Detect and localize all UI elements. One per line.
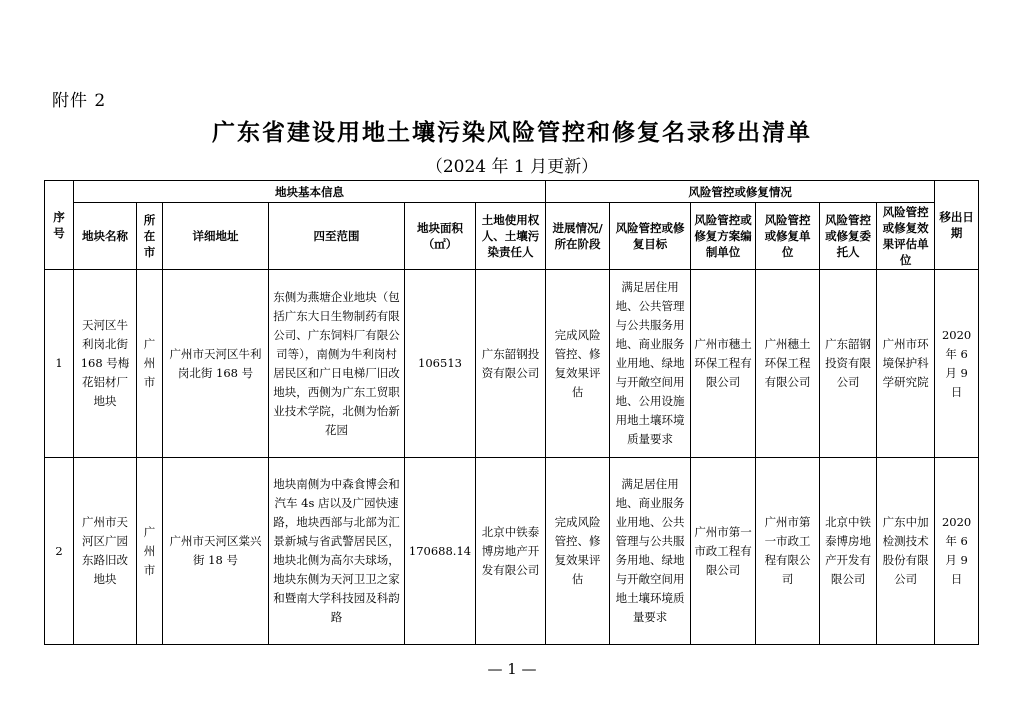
cell-parcel-name: 天河区牛利岗北街 168 号梅花铝材厂地块 — [74, 270, 137, 458]
cell-eval-unit: 广州市环境保护科学研究院 — [877, 270, 935, 458]
cell-area: 106513 — [405, 270, 476, 458]
header-basic-info: 地块基本信息 — [74, 181, 546, 203]
cell-progress: 完成风险管控、修复效果评估 — [546, 458, 610, 645]
header-parcel-name: 地块名称 — [74, 203, 137, 270]
page-title: 广东省建设用地土壤污染风险管控和修复名录移出清单 — [212, 119, 812, 146]
header-city: 所在市 — [137, 203, 163, 270]
header-address: 详细地址 — [163, 203, 269, 270]
header-removal-date: 移出日期 — [935, 181, 979, 270]
cell-seq: 2 — [45, 458, 74, 645]
attachment-label: 附件 2 — [52, 91, 107, 111]
cell-client: 北京中铁泰博房地产开发有限公司 — [820, 458, 877, 645]
cell-date: 2020 年 6 月 9 日 — [935, 270, 979, 458]
cell-date: 2020 年 6 月 9 日 — [935, 458, 979, 645]
header-area: 地块面积（㎡） — [405, 203, 476, 270]
cell-progress: 完成风险管控、修复效果评估 — [546, 270, 610, 458]
header-target: 风险管控或修复目标 — [610, 203, 691, 270]
header-exec-unit: 风险管控或修复单位 — [756, 203, 820, 270]
cell-address: 广州市天河区牛利岗北街 168 号 — [163, 270, 269, 458]
header-plan-unit: 风险管控或修复方案编制单位 — [691, 203, 756, 270]
cell-client: 广东韶钢投资有限公司 — [820, 270, 877, 458]
page-subtitle: （2024 年 1 月更新） — [425, 157, 599, 177]
cell-exec-unit: 广州穗土环保工程有限公司 — [756, 270, 820, 458]
cell-boundary: 东侧为燕塘企业地块（包括广东大日生物制药有限公司、广东饲料厂有限公司等），南侧为牛利岗村居民区和广日电梯厂旧改地块，西侧为广东工贸职业技术学院，北侧为怡新花园 — [269, 270, 405, 458]
cell-owner: 北京中铁泰博房地产开发有限公司 — [476, 458, 546, 645]
header-progress: 进展情况/所在阶段 — [546, 203, 610, 270]
cell-plan-unit: 广州市第一市政工程有限公司 — [691, 458, 756, 645]
cell-target: 满足居住用地、商业服务业用地、公共管理与公共服务用地、绿地与开敞空间用地土壤环境质量要求 — [610, 458, 691, 645]
cell-area: 170688.14 — [405, 458, 476, 645]
cell-seq: 1 — [45, 270, 74, 458]
cell-plan-unit: 广州市穗土环保工程有限公司 — [691, 270, 756, 458]
cell-exec-unit: 广州市第一市政工程有限公司 — [756, 458, 820, 645]
header-client: 风险管控或修复委托人 — [820, 203, 877, 270]
cell-target: 满足居住用地、公共管理与公共服务用地、商业服务业用地、绿地与开敞空间用地、公用设施用地土壤环境质量要求 — [610, 270, 691, 458]
table-header-row-columns — [45, 203, 979, 270]
header-owner: 土地使用权人、土壤污染责任人 — [476, 203, 546, 270]
cell-city: 广州市 — [137, 270, 163, 458]
removal-list-table — [44, 180, 979, 645]
header-eval-unit: 风险管控或修复效果评估单位 — [877, 203, 935, 270]
cell-city: 广州市 — [137, 458, 163, 645]
cell-parcel-name: 广州市天河区广园东路旧改地块 — [74, 458, 137, 645]
cell-eval-unit: 广东中加检测技术股份有限公司 — [877, 458, 935, 645]
header-boundary: 四至范围 — [269, 203, 405, 270]
page-number: — 1 — — [487, 660, 537, 678]
table-row — [45, 270, 979, 458]
cell-boundary: 地块南侧为中森食博会和汽车 4s 店以及广园快速路，地块西部与北部为汇景新城与省武警居民区，地块北侧为高尔夫球场，地块东侧为天河卫卫之家和暨南大学科技园及科韵路 — [269, 458, 405, 645]
table-header-row-group — [45, 181, 979, 203]
cell-address: 广州市天河区棠兴街 18 号 — [163, 458, 269, 645]
header-seq: 序号 — [45, 181, 74, 270]
table-row — [45, 458, 979, 645]
header-risk-info: 风险管控或修复情况 — [546, 181, 935, 203]
cell-owner: 广东韶钢投资有限公司 — [476, 270, 546, 458]
